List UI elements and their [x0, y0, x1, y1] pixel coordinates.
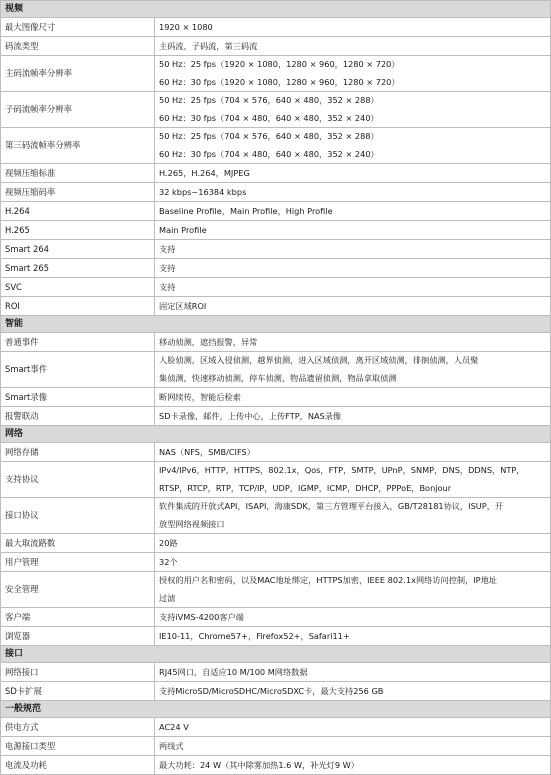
- spec-value: [155, 128, 551, 164]
- spec-label: H.265: [1, 221, 155, 240]
- spec-label: 电流及功耗: [1, 756, 155, 775]
- spec-value-line: 授权的用户名和密码，以及MAC地址绑定，HTTPS加密，IEEE 802.1x网络访问控制，IP地址: [159, 575, 497, 585]
- spec-value-line: 32 kbps~16384 kbps: [159, 187, 247, 197]
- spec-label: 接口协议: [1, 498, 155, 534]
- spec-row: [1, 56, 551, 92]
- spec-label: SD卡扩展: [1, 682, 155, 701]
- spec-value: [155, 443, 551, 462]
- spec-row: [1, 608, 551, 627]
- spec-value: [155, 278, 551, 297]
- spec-label: 第三码流帧率分辨率: [1, 128, 155, 164]
- spec-value: [155, 663, 551, 682]
- spec-value: [155, 202, 551, 221]
- spec-value-line: 过滤: [159, 592, 176, 603]
- spec-row: [1, 443, 551, 462]
- spec-row: [1, 297, 551, 316]
- spec-label: ROI: [1, 297, 155, 316]
- spec-label: SVC: [1, 278, 155, 297]
- spec-label: 最大取流路数: [1, 534, 155, 553]
- spec-label: 安全管理: [1, 572, 155, 608]
- section-title: 视频: [1, 1, 551, 18]
- spec-value-line: 两线式: [159, 741, 184, 751]
- spec-label: 网络接口: [1, 663, 155, 682]
- spec-label: 子码流帧率分辨率: [1, 92, 155, 128]
- spec-value-line: 50 Hz：25 fps（704 × 576，640 × 480，352 × 288）: [159, 95, 379, 105]
- spec-value-line: 1920 × 1080: [159, 22, 213, 32]
- spec-value: [155, 388, 551, 407]
- spec-row: [1, 682, 551, 701]
- spec-value: [155, 756, 551, 775]
- spec-value: [155, 462, 551, 498]
- spec-label: 主码流帧率分辨率: [1, 56, 155, 92]
- spec-value-line: 支持: [159, 282, 176, 292]
- spec-label: H.264: [1, 202, 155, 221]
- spec-value-line: 支持iVMS-4200客户端: [159, 612, 244, 622]
- spec-value: [155, 221, 551, 240]
- spec-value: [155, 37, 551, 56]
- spec-label: 浏览器: [1, 627, 155, 646]
- spec-row: [1, 37, 551, 56]
- spec-label: 客户端: [1, 608, 155, 627]
- spec-value: [155, 534, 551, 553]
- spec-row: [1, 462, 551, 498]
- spec-value-line: Baseline Profile，Main Profile，High Profile: [159, 206, 333, 216]
- spec-row: [1, 240, 551, 259]
- spec-value-line: 软件集成的开放式API，ISAPI，海康SDK，第三方管理平台接入，GB/T28181协议，ISUP，开: [159, 501, 504, 511]
- spec-value-line: 主码流，子码流，第三码流: [159, 41, 258, 51]
- spec-value-line: 支持: [159, 263, 176, 273]
- spec-value: [155, 240, 551, 259]
- spec-label: 供电方式: [1, 718, 155, 737]
- spec-value-line: 60 Hz：30 fps（704 × 480，640 × 480，352 × 240）: [159, 112, 379, 123]
- spec-value-line: H.265，H.264，MJPEG: [159, 168, 250, 178]
- spec-value-line: 60 Hz：30 fps（704 × 480，640 × 480，352 × 240）: [159, 148, 379, 159]
- spec-value-line: 60 Hz：30 fps（1920 × 1080，1280 × 960，1280 × 720）: [159, 76, 400, 87]
- spec-label: Smart 264: [1, 240, 155, 259]
- spec-value: [155, 333, 551, 352]
- spec-row: [1, 718, 551, 737]
- spec-row: [1, 553, 551, 572]
- spec-label: 报警联动: [1, 407, 155, 426]
- spec-row: [1, 352, 551, 388]
- spec-value: [155, 627, 551, 646]
- spec-label: 视频压缩标准: [1, 164, 155, 183]
- spec-value: [155, 183, 551, 202]
- spec-row: [1, 164, 551, 183]
- spec-value: [155, 164, 551, 183]
- spec-label: 网络存储: [1, 443, 155, 462]
- spec-value: [155, 553, 551, 572]
- spec-label: 码流类型: [1, 37, 155, 56]
- spec-value-line: NAS（NFS，SMB/CIFS）: [159, 447, 255, 457]
- spec-value-line: 50 Hz：25 fps（1920 × 1080，1280 × 960，1280 × 720）: [159, 59, 400, 69]
- spec-value-line: 支持: [159, 244, 176, 254]
- spec-row: [1, 278, 551, 297]
- spec-row: [1, 534, 551, 553]
- spec-value-line: 固定区域ROI: [159, 301, 207, 311]
- spec-table-body: [1, 1, 551, 775]
- spec-row: [1, 259, 551, 278]
- spec-label: 电源接口类型: [1, 737, 155, 756]
- spec-value-line: 50 Hz：25 fps（704 × 576，640 × 480，352 × 288）: [159, 131, 379, 141]
- spec-label: 用户管理: [1, 553, 155, 572]
- spec-value-line: 集侦测，快速移动侦测，停车侦测，物品遗留侦测，物品拿取侦测: [159, 372, 397, 383]
- section-header-row: [1, 701, 551, 718]
- spec-value-line: SD卡录像，邮件，上传中心，上传FTP，NAS录像: [159, 411, 342, 421]
- section-title: 接口: [1, 646, 551, 663]
- spec-value-line: RTSP，RTCP，RTP，TCP/IP，UDP，IGMP，ICMP，DHCP，PPPoE，Bonjour: [159, 482, 452, 493]
- section-header-row: [1, 1, 551, 18]
- spec-row: [1, 498, 551, 534]
- spec-value-line: 32个: [159, 557, 178, 567]
- spec-value: [155, 572, 551, 608]
- spec-value-line: Main Profile: [159, 225, 207, 235]
- spec-value-line: IE10-11，Chrome57+，Firefox52+，Safari11+: [159, 631, 350, 641]
- spec-label: Smart事件: [1, 352, 155, 388]
- spec-value-line: 最大功耗：24 W（其中除雾加热1.6 W，补光灯9 W）: [159, 760, 359, 770]
- spec-value-line: 放型网络视频接口: [159, 518, 225, 529]
- section-header-row: [1, 646, 551, 663]
- spec-row: [1, 627, 551, 646]
- spec-value-line: 20路: [159, 538, 178, 548]
- spec-label: 支持协议: [1, 462, 155, 498]
- spec-value: [155, 718, 551, 737]
- spec-row: [1, 407, 551, 426]
- spec-row: [1, 92, 551, 128]
- spec-label: 最大图像尺寸: [1, 18, 155, 37]
- spec-value: [155, 737, 551, 756]
- spec-value: [155, 18, 551, 37]
- section-header-row: [1, 316, 551, 333]
- spec-label: 视频压缩码率: [1, 183, 155, 202]
- spec-value-line: AC24 V: [159, 722, 189, 732]
- spec-label: 普通事件: [1, 333, 155, 352]
- spec-value-line: IPv4/IPv6，HTTP，HTTPS，802.1x，Qos，FTP，SMTP，UPnP，SNMP，DNS，DDNS，NTP，: [159, 465, 525, 475]
- spec-value-line: 断网续传，智能后检索: [159, 392, 241, 402]
- spec-value: [155, 407, 551, 426]
- spec-value: [155, 56, 551, 92]
- spec-value-line: RJ45网口，自适应10 M/100 M网络数据: [159, 667, 308, 677]
- spec-row: [1, 388, 551, 407]
- spec-row: [1, 756, 551, 775]
- section-title: 智能: [1, 316, 551, 333]
- section-title: 一般规范: [1, 701, 551, 718]
- spec-row: [1, 183, 551, 202]
- section-title: 网络: [1, 426, 551, 443]
- spec-row: [1, 18, 551, 37]
- spec-value: [155, 498, 551, 534]
- spec-value: [155, 297, 551, 316]
- spec-row: [1, 202, 551, 221]
- section-header-row: [1, 426, 551, 443]
- spec-value: [155, 259, 551, 278]
- spec-value: [155, 608, 551, 627]
- spec-value-line: 移动侦测，遮挡报警，异常: [159, 337, 258, 347]
- spec-label: Smart录像: [1, 388, 155, 407]
- spec-value-line: 人脸侦测，区域入侵侦测，越界侦测，进入区域侦测，离开区域侦测，徘徊侦测，人员聚: [159, 355, 479, 365]
- spec-row: [1, 221, 551, 240]
- spec-label: Smart 265: [1, 259, 155, 278]
- spec-row: [1, 737, 551, 756]
- spec-value: [155, 682, 551, 701]
- spec-row: [1, 128, 551, 164]
- spec-row: [1, 572, 551, 608]
- spec-row: [1, 333, 551, 352]
- spec-value: [155, 352, 551, 388]
- spec-row: [1, 663, 551, 682]
- spec-value-line: 支持MicroSD/MicroSDHC/MicroSDXC卡，最大支持256 GB: [159, 686, 384, 696]
- spec-value: [155, 92, 551, 128]
